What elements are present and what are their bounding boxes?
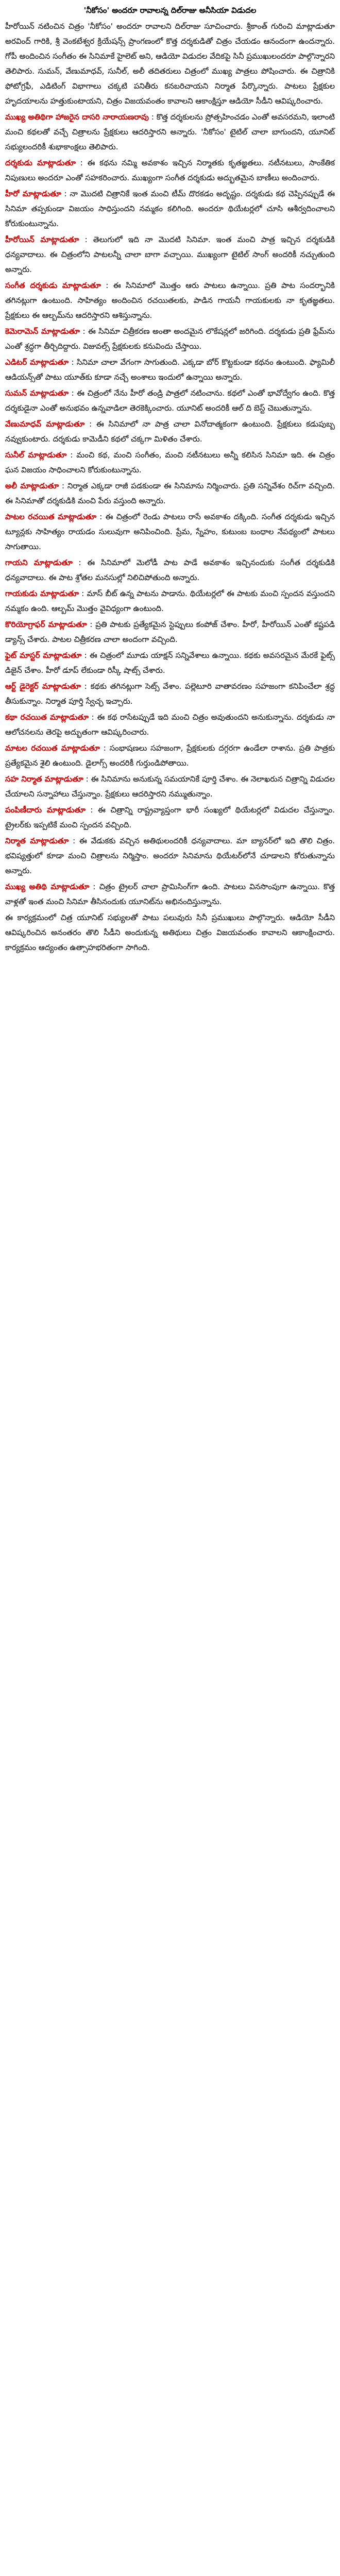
speaker-name: అలీ మాట్లాడుతూ bbox=[5, 481, 59, 490]
article-paragraph: హీరో మాట్లాడుతూ : నా మొదటి చిత్రానికే ఇంత మంచి టీమ్ దొరకడం అదృష్టం. దర్శకుడు కథ చెప్పినప్పుడే ఈ సినిమా తప్పకుండా విజయం సాధిస్తుందని నమ్మకం కలిగింది. అందరూ థియేటర్లలో చూసి ఆశీర్వదించాలని కోరుకుంటున్నాను. bbox=[5, 189, 335, 228]
speaker-name: సుమన్ మాట్లాడుతూ bbox=[5, 388, 69, 398]
paragraph-text: ఈ సినిమా చిత్రీకరణ అంతా అందమైన లొకేషన్లలో జరిగింది. దర్శకుడు ప్రతి ఫ్రేమ్‌ను ఎంతో శ్రద్ధగా తీర్చిదిద్దారు. విజువల్స్ ప్రేక్షకులకు కనువిందు చేస్తాయి. bbox=[5, 327, 335, 351]
article-paragraph: సునీల్ మాట్లాడుతూ : మంచి కథ, మంచి సంగీతం, మంచి నటీనటులు అన్నీ కలిసిన సినిమా ఇది. ఈ చిత్రం ఘన విజయం సాధించాలని కోరుకుంటున్నాను. bbox=[5, 450, 335, 474]
article-paragraph: కెమెరామెన్ మాట్లాడుతూ : ఈ సినిమా చిత్రీకరణ అంతా అందమైన లొకేషన్లలో జరిగింది. దర్శకుడు ప్రతి ఫ్రేమ్‌ను ఎంతో శ్రద్ధగా తీర్చిదిద్దారు. విజువల్స్ ప్రేక్షకులకు కనువిందు చేస్తాయి. bbox=[5, 327, 335, 351]
speaker-name: గాయకుడు మాట్లాడుతూ bbox=[5, 589, 79, 598]
paragraph-text: ఈ చిత్రంలో మూడు యాక్షన్ సన్నివేశాలు ఉన్నాయి. కథకు అవసరమైన మేరకే ఫైట్స్ డిజైన్ చేశాం. హీరో డూప్ లేకుండా రిస్కీ షాట్స్ చేశారు. bbox=[5, 651, 335, 675]
paragraph-text: ఈ కార్యక్రమంలో చిత్ర యూనిట్ సభ్యులతో పాటు పలువురు సినీ ప్రముఖులు పాల్గొన్నారు. ఆడియో సీడీని ఆవిష్కరించిన అనంతరం తొలి సీడీని అందుకున్న అతిథులు చిత్రం విజయవంతం కావాలని ఆకాంక్షించారు. కార్యక్రమం ఆద్యంతం ఉత్సాహభరితంగా సాగింది. bbox=[5, 913, 335, 952]
speaker-name: హీరో మాట్లాడుతూ bbox=[5, 189, 61, 198]
article-paragraph: పంపిణీదారు మాట్లాడుతూ : ఈ చిత్రాన్ని రాష్ట్రవ్యాప్తంగా భారీ సంఖ్యలో థియేటర్లలో విడుదల చేస్తున్నాం. ట్రైలర్‌కు ఇప్పటికే మంచి స్పందన వచ్చింది. bbox=[5, 805, 335, 829]
speaker-name: హీరోయిన్ మాట్లాడుతూ bbox=[5, 235, 79, 244]
speaker-name: సంగీత దర్శకుడు మాట్లాడుతూ bbox=[5, 281, 101, 290]
article-paragraph: ఆర్ట్ డైరెక్టర్ మాట్లాడుతూ : కథకు తగినట్లుగా సెట్స్ వేశాం. పల్లెటూరి వాతావరణం సహజంగా కనిపించేలా శ్రద్ధ తీసుకున్నాం. నిర్మాత పూర్తి స్వేచ్ఛ ఇచ్చారు. bbox=[5, 682, 335, 706]
speaker-name: కెమెరామెన్ మాట్లాడుతూ bbox=[5, 327, 80, 336]
paragraph-text: నా మొదటి చిత్రానికే ఇంత మంచి టీమ్ దొరకడం అదృష్టం. దర్శకుడు కథ చెప్పినప్పుడే ఈ సినిమా తప్పకుండా విజయం సాధిస్తుందని నమ్మకం కలిగింది. అందరూ థియేటర్లలో చూసి ఆశీర్వదించాలని కోరుకుంటున్నాను. bbox=[5, 189, 335, 228]
paragraph-text: సినిమా చాలా వేగంగా సాగుతుంది. ఎక్కడా బోర్ కొట్టకుండా కథనం ఉంటుంది. ఫ్యామిలీ ఆడియన్స్‌తో పాటు యూత్‌కు కూడా నచ్చే అంశాలు ఇందులో ఉన్నాయి అన్నారు. bbox=[5, 358, 335, 382]
paragraph-text: ఈ సినిమాలో నా పాత్ర చాలా వినోదాత్మకంగా ఉంటుంది. ప్రేక్షకులు కడుపుబ్బ నవ్వుకుంటారు. దర్శకుడు కామెడీని కథలో చక్కగా మిళితం చేశారు. bbox=[5, 419, 335, 444]
paragraph-text: సంభాషణలు సహజంగా, ప్రేక్షకులకు దగ్గరగా ఉండేలా రాశాను. ప్రతి పాత్రకు ప్రత్యేకమైన శైలి ఉంటుంది. డైలాగ్స్ అందరికీ గుర్తుండిపోతాయి. bbox=[5, 743, 335, 768]
speaker-name: సునీల్ మాట్లాడుతూ bbox=[5, 450, 67, 460]
article-paragraph: సహ నిర్మాత మాట్లాడుతూ : ఈ సినిమాను అనుకున్న సమయానికే పూర్తి చేశాం. ఈ నెలాఖరున చిత్రాన్ని విడుదల చేయాలని సన్నాహాలు చేస్తున్నాం. ప్రేక్షకులు ఆదరిస్తారని నమ్ముతున్నాం. bbox=[5, 774, 335, 799]
speaker-name: ముఖ్య అతిథిగా హాజరైన దాసరి నారాయణరావు bbox=[5, 112, 149, 122]
article-paragraph: కథా రచయిత మాట్లాడుతూ : ఈ కథ రాసేటప్పుడే ఇది మంచి చిత్రం అవుతుందని అనుకున్నాను. దర్శకుడు నా ఆలోచనలను తెరపై అద్భుతంగా ఆవిష్కరించారు. bbox=[5, 713, 335, 737]
article-title: 'నీకోసం' అందరూ రావాలన్న దిల్‌రాజు అనీసియా విడుదల bbox=[83, 6, 257, 15]
speaker-name: కొరియోగ్రాఫర్ మాట్లాడుతూ bbox=[5, 620, 87, 629]
speaker-name: ఆర్ట్ డైరెక్టర్ మాట్లాడుతూ bbox=[5, 682, 81, 691]
paragraph-text: నిర్మాత ఎక్కడా రాజీ పడకుండా ఈ సినిమాను నిర్మించారు. ప్రతి సన్నివేశం రిచ్‌గా వచ్చింది. ఈ సినిమాతో దర్శకుడికి మంచి పేరు వస్తుంది అన్నారు. bbox=[5, 481, 335, 505]
paragraph-text: కథకు తగినట్లుగా సెట్స్ వేశాం. పల్లెటూరి వాతావరణం సహజంగా కనిపించేలా శ్రద్ధ తీసుకున్నాం. నిర్మాత పూర్తి స్వేచ్ఛ ఇచ్చారు. bbox=[5, 682, 335, 706]
article-paragraph: హీరోయిన్ మాట్లాడుతూ : తెలుగులో ఇది నా మొదటి సినిమా. ఇంత మంచి పాత్ర ఇచ్చిన దర్శకుడికి ధన్యవాదాలు. ఈ చిత్రంలోని పాటలన్నీ చాలా బాగా వచ్చాయి. ముఖ్యంగా టైటిల్ సాంగ్ అందరికీ నచ్చుతుంది అన్నారు. bbox=[5, 235, 335, 274]
paragraph-text: ఈ కథ రాసేటప్పుడే ఇది మంచి చిత్రం అవుతుందని అనుకున్నాను. దర్శకుడు నా ఆలోచనలను తెరపై అద్భుతంగా ఆవిష్కరించారు. bbox=[5, 713, 335, 737]
article-paragraph: అలీ మాట్లాడుతూ : నిర్మాత ఎక్కడా రాజీ పడకుండా ఈ సినిమాను నిర్మించారు. ప్రతి సన్నివేశం రిచ్‌గా వచ్చింది. ఈ సినిమాతో దర్శకుడికి మంచి పేరు వస్తుంది అన్నారు. bbox=[5, 481, 335, 505]
paragraph-text: ప్రతి పాటకు ప్రత్యేకమైన స్టెప్పులు కంపోజ్ చేశాం. హీరో, హీరోయిన్ ఎంతో కష్టపడి డ్యాన్స్ చేశారు. పాటల చిత్రీకరణ చాలా అందంగా వచ్చింది. bbox=[5, 620, 335, 644]
article-paragraph: పాటల రచయిత మాట్లాడుతూ : ఈ చిత్రంలో రెండు పాటలు రాసే అవకాశం దక్కింది. సంగీత దర్శకుడు ఇచ్చిన ట్యూన్లకు సాహిత్యం రాయడం సులువుగా అనిపించింది. ప్రేమ, స్నేహం, కుటుంబ బంధాల నేపథ్యంలో పాటలు సాగుతాయి. bbox=[5, 512, 335, 551]
paragraph-text: మాస్ బీట్ ఉన్న పాటను పాడాను. థియేటర్లలో ఈ పాటకు మంచి స్పందన వస్తుందని నమ్మకం ఉంది. ఆల్బమ్ మొత్తం వైవిధ్యంగా ఉంటుంది. bbox=[5, 589, 335, 613]
speaker-name: కథా రచయిత మాట్లాడుతూ bbox=[5, 713, 89, 722]
article-body bbox=[5, 19, 335, 955]
speaker-name: నిర్మాత మాట్లాడుతూ bbox=[5, 836, 69, 845]
article-paragraph: ముఖ్య అతిథి మాట్లాడుతూ : చిత్రం ట్రైలర్ చాలా ప్రామిసింగ్‌గా ఉంది. పాటలు వినసొంపుగా ఉన్నాయి. కొత్త వాళ్లతో ఇంత మంచి సినిమా తీసినందుకు యూనిట్‌ను అభినందిస్తున్నాను. bbox=[5, 882, 335, 906]
paragraph-text: ఈ సినిమాను అనుకున్న సమయానికే పూర్తి చేశాం. ఈ నెలాఖరున చిత్రాన్ని విడుదల చేయాలని సన్నాహాలు చేస్తున్నాం. ప్రేక్షకులు ఆదరిస్తారని నమ్ముతున్నాం. bbox=[5, 774, 335, 799]
speaker-name: మాటల రచయిత మాట్లాడుతూ bbox=[5, 743, 100, 753]
speaker-name: గాయని మాట్లాడుతూ bbox=[5, 558, 73, 567]
speaker-name: వేణుమాధవ్ మాట్లాడుతూ bbox=[5, 419, 85, 429]
article-paragraph: కొరియోగ్రాఫర్ మాట్లాడుతూ : ప్రతి పాటకు ప్రత్యేకమైన స్టెప్పులు కంపోజ్ చేశాం. హీరో, హీరోయిన్ ఎంతో కష్టపడి డ్యాన్స్ చేశారు. పాటల చిత్రీకరణ చాలా అందంగా వచ్చింది. bbox=[5, 620, 335, 644]
paragraph-text: ఈ సినిమాలో మొత్తం ఆరు పాటలు ఉన్నాయి. ప్రతి పాట సందర్భానికి తగినట్లుగా ఉంటుంది. సాహిత్యం అందించిన రచయితలకు, పాడిన గాయనీ గాయకులకు నా కృతజ్ఞతలు. ప్రేక్షకులు ఈ ఆల్బమ్‌ను ఆదరిస్తారని ఆశిస్తున్నాను. bbox=[5, 281, 335, 320]
article bbox=[0, 0, 340, 961]
speaker-name: ముఖ్య అతిథి మాట్లాడుతూ bbox=[5, 882, 90, 891]
article-paragraph: ముఖ్య అతిథిగా హాజరైన దాసరి నారాయణరావు : కొత్త దర్శకులను ప్రోత్సహించడం ఎంతో అవసరమని, ఇలాంటి మంచి కథలతో వచ్చే చిత్రాలను ప్రేక్షకులు ఆదరిస్తారని అన్నారు. 'నీకోసం' టైటిల్ చాలా బాగుందని, యూనిట్ సభ్యులందరికీ శుభాకాంక్షలు తెలిపారు. bbox=[5, 112, 335, 151]
article-paragraph: నిర్మాత మాట్లాడుతూ : ఈ వేడుకకు వచ్చిన అతిథులందరికీ ధన్యవాదాలు. మా బ్యానర్‌లో ఇది తొలి చిత్రం. భవిష్యత్తులో కూడా మంచి చిత్రాలను నిర్మిస్తాం. అందరూ సినిమాను థియేటర్‌లోనే చూడాలని కోరుతున్నాను అన్నారు. bbox=[5, 836, 335, 875]
article-paragraph: దర్శకుడు మాట్లాడుతూ : ఈ కథను నమ్మి అవకాశం ఇచ్చిన నిర్మాతకు కృతజ్ఞతలు. నటీనటులు, సాంకేతిక నిపుణులు అందరూ ఎంతో సహకరించారు. ముఖ్యంగా సంగీత దర్శకుడు అద్భుతమైన బాణీలు అందించారు. bbox=[5, 158, 335, 182]
article-paragraph: సుమన్ మాట్లాడుతూ : ఈ చిత్రంలో నేను హీరో తండ్రి పాత్రలో నటించాను. కథలో ఎంతో భావోద్వేగం ఉంది. కొత్త దర్శకుడైనా ఎంతో అనుభవం ఉన్నవాడిలా తెరకెక్కించారు. యూనిట్ అందరికీ ఆల్ ది బెస్ట్ చెబుతున్నాను. bbox=[5, 388, 335, 413]
article-paragraph: ఎడిటర్ మాట్లాడుతూ : సినిమా చాలా వేగంగా సాగుతుంది. ఎక్కడా బోర్ కొట్టకుండా కథనం ఉంటుంది. ఫ్యామిలీ ఆడియన్స్‌తో పాటు యూత్‌కు కూడా నచ్చే అంశాలు ఇందులో ఉన్నాయి అన్నారు. bbox=[5, 358, 335, 382]
article-paragraph bbox=[5, 19, 335, 109]
paragraph-text: ఈ వేడుకకు వచ్చిన అతిథులందరికీ ధన్యవాదాలు. మా బ్యానర్‌లో ఇది తొలి చిత్రం. భవిష్యత్తులో కూడా మంచి చిత్రాలను నిర్మిస్తాం. అందరూ సినిమాను థియేటర్‌లోనే చూడాలని కోరుతున్నాను అన్నారు. bbox=[5, 836, 335, 875]
article-paragraph: మాటల రచయిత మాట్లాడుతూ : సంభాషణలు సహజంగా, ప్రేక్షకులకు దగ్గరగా ఉండేలా రాశాను. ప్రతి పాత్రకు ప్రత్యేకమైన శైలి ఉంటుంది. డైలాగ్స్ అందరికీ గుర్తుండిపోతాయి. bbox=[5, 743, 335, 768]
article-paragraph: ఫైట్ మాస్టర్ మాట్లాడుతూ : ఈ చిత్రంలో మూడు యాక్షన్ సన్నివేశాలు ఉన్నాయి. కథకు అవసరమైన మేరకే ఫైట్స్ డిజైన్ చేశాం. హీరో డూప్ లేకుండా రిస్కీ షాట్స్ చేశారు. bbox=[5, 651, 335, 675]
paragraph-text: తెలుగులో ఇది నా మొదటి సినిమా. ఇంత మంచి పాత్ర ఇచ్చిన దర్శకుడికి ధన్యవాదాలు. ఈ చిత్రంలోని పాటలన్నీ చాలా బాగా వచ్చాయి. ముఖ్యంగా టైటిల్ సాంగ్ అందరికీ నచ్చుతుంది అన్నారు. bbox=[5, 235, 335, 274]
paragraph-text: ఈ చిత్రంలో నేను హీరో తండ్రి పాత్రలో నటించాను. కథలో ఎంతో భావోద్వేగం ఉంది. కొత్త దర్శకుడైనా ఎంతో అనుభవం ఉన్నవాడిలా తెరకెక్కించారు. యూనిట్ అందరికీ ఆల్ ది బెస్ట్ చెబుతున్నాను. bbox=[5, 388, 335, 413]
paragraph-text: చిత్రం ట్రైలర్ చాలా ప్రామిసింగ్‌గా ఉంది. పాటలు వినసొంపుగా ఉన్నాయి. కొత్త వాళ్లతో ఇంత మంచి సినిమా తీసినందుకు యూనిట్‌ను అభినందిస్తున్నాను. bbox=[5, 882, 335, 906]
speaker-name: ఫైట్ మాస్టర్ మాట్లాడుతూ bbox=[5, 651, 82, 660]
paragraph-text: హీరోయిన్ నటించిన చిత్రం 'నీకోసం' అందరూ రావాలని దిల్‌రాజు సూచించారు. శ్రీకాంత్ గురించి మాట్లాడుతూ అరవింద్ గారికి, శ్రీ వెంకటేశ్వర క్రియేషన్స్ ప్రాంగణంలో కొత్త దర్శకుడితో చిత్రం చేయడం ఆనందంగా ఉందన్నారు. గోపీ అందించిన సంగీతం ఈ సినిమాకే హైలెట్ అని, ఆడియో విడుదల వేదికపై సినీ ప్రముఖులందరూ పాల్గొన్నారని తెలిపారు. సుమన్, వేణుమాధవ్, సునీల్, అలీ తదితరులు చిత్రంలో ముఖ్య పాత్రలు పోషించారు. ఈ చిత్రానికి ఫోటోగ్రఫీ, ఎడిటింగ్ విభాగాలు చక్కటి పనితీరు కనబరిచాయని నిర్మాత పేర్కొన్నారు. పాటలు ప్రేక్షకుల హృదయాలను హత్తుకుంటాయని, చిత్రం విజయవంతం కావాలని ఆకాంక్షిస్తూ ఆడియో సీడీని ఆవిష్కరించారు. bbox=[5, 22, 335, 106]
speaker-name: ఎడిటర్ మాట్లాడుతూ bbox=[5, 358, 69, 367]
article-paragraph: గాయకుడు మాట్లాడుతూ : మాస్ బీట్ ఉన్న పాటను పాడాను. థియేటర్లలో ఈ పాటకు మంచి స్పందన వస్తుందని నమ్మకం ఉంది. ఆల్బమ్ మొత్తం వైవిధ్యంగా ఉంటుంది. bbox=[5, 589, 335, 613]
speaker-name: దర్శకుడు మాట్లాడుతూ bbox=[5, 158, 76, 167]
paragraph-text: ఈ కథను నమ్మి అవకాశం ఇచ్చిన నిర్మాతకు కృతజ్ఞతలు. నటీనటులు, సాంకేతిక నిపుణులు అందరూ ఎంతో సహకరించారు. ముఖ్యంగా సంగీత దర్శకుడు అద్భుతమైన బాణీలు అందించారు. bbox=[5, 158, 335, 182]
article-paragraph: సంగీత దర్శకుడు మాట్లాడుతూ : ఈ సినిమాలో మొత్తం ఆరు పాటలు ఉన్నాయి. ప్రతి పాట సందర్భానికి తగినట్లుగా ఉంటుంది. సాహిత్యం అందించిన రచయితలకు, పాడిన గాయనీ గాయకులకు నా కృతజ్ఞతలు. ప్రేక్షకులు ఈ ఆల్బమ్‌ను ఆదరిస్తారని ఆశిస్తున్నాను. bbox=[5, 281, 335, 320]
article-paragraph: వేణుమాధవ్ మాట్లాడుతూ : ఈ సినిమాలో నా పాత్ర చాలా వినోదాత్మకంగా ఉంటుంది. ప్రేక్షకులు కడుపుబ్బ నవ్వుకుంటారు. దర్శకుడు కామెడీని కథలో చక్కగా మిళితం చేశారు. bbox=[5, 419, 335, 444]
speaker-name: పాటల రచయిత మాట్లాడుతూ bbox=[5, 512, 97, 521]
speaker-name: సహ నిర్మాత మాట్లాడుతూ bbox=[5, 774, 83, 784]
paragraph-text: ఈ చిత్రాన్ని రాష్ట్రవ్యాప్తంగా భారీ సంఖ్యలో థియేటర్లలో విడుదల చేస్తున్నాం. ట్రైలర్‌కు ఇప్పటికే మంచి స్పందన వచ్చింది. bbox=[5, 805, 335, 829]
paragraph-text: ఈ చిత్రంలో రెండు పాటలు రాసే అవకాశం దక్కింది. సంగీత దర్శకుడు ఇచ్చిన ట్యూన్లకు సాహిత్యం రాయడం సులువుగా అనిపించింది. ప్రేమ, స్నేహం, కుటుంబ బంధాల నేపథ్యంలో పాటలు సాగుతాయి. bbox=[5, 512, 335, 551]
paragraph-text: మంచి కథ, మంచి సంగీతం, మంచి నటీనటులు అన్నీ కలిసిన సినిమా ఇది. ఈ చిత్రం ఘన విజయం సాధించాలని కోరుకుంటున్నాను. bbox=[5, 450, 335, 474]
article-paragraph: గాయని మాట్లాడుతూ : ఈ సినిమాలో మెలోడీ పాట పాడే అవకాశం ఇచ్చినందుకు సంగీత దర్శకుడికి ధన్యవాదాలు. ఈ పాట శ్రోతల మనసుల్లో నిలిచిపోతుంది అన్నారు. bbox=[5, 558, 335, 582]
paragraph-text: కొత్త దర్శకులను ప్రోత్సహించడం ఎంతో అవసరమని, ఇలాంటి మంచి కథలతో వచ్చే చిత్రాలను ప్రేక్షకులు ఆదరిస్తారని అన్నారు. 'నీకోసం' టైటిల్ చాలా బాగుందని, యూనిట్ సభ్యులందరికీ శుభాకాంక్షలు తెలిపారు. bbox=[5, 112, 335, 151]
article-paragraph bbox=[5, 910, 335, 955]
paragraph-text: ఈ సినిమాలో మెలోడీ పాట పాడే అవకాశం ఇచ్చినందుకు సంగీత దర్శకుడికి ధన్యవాదాలు. ఈ పాట శ్రోతల మనసుల్లో నిలిచిపోతుంది అన్నారు. bbox=[5, 558, 335, 582]
speaker-name: పంపిణీదారు మాట్లాడుతూ bbox=[5, 805, 86, 815]
